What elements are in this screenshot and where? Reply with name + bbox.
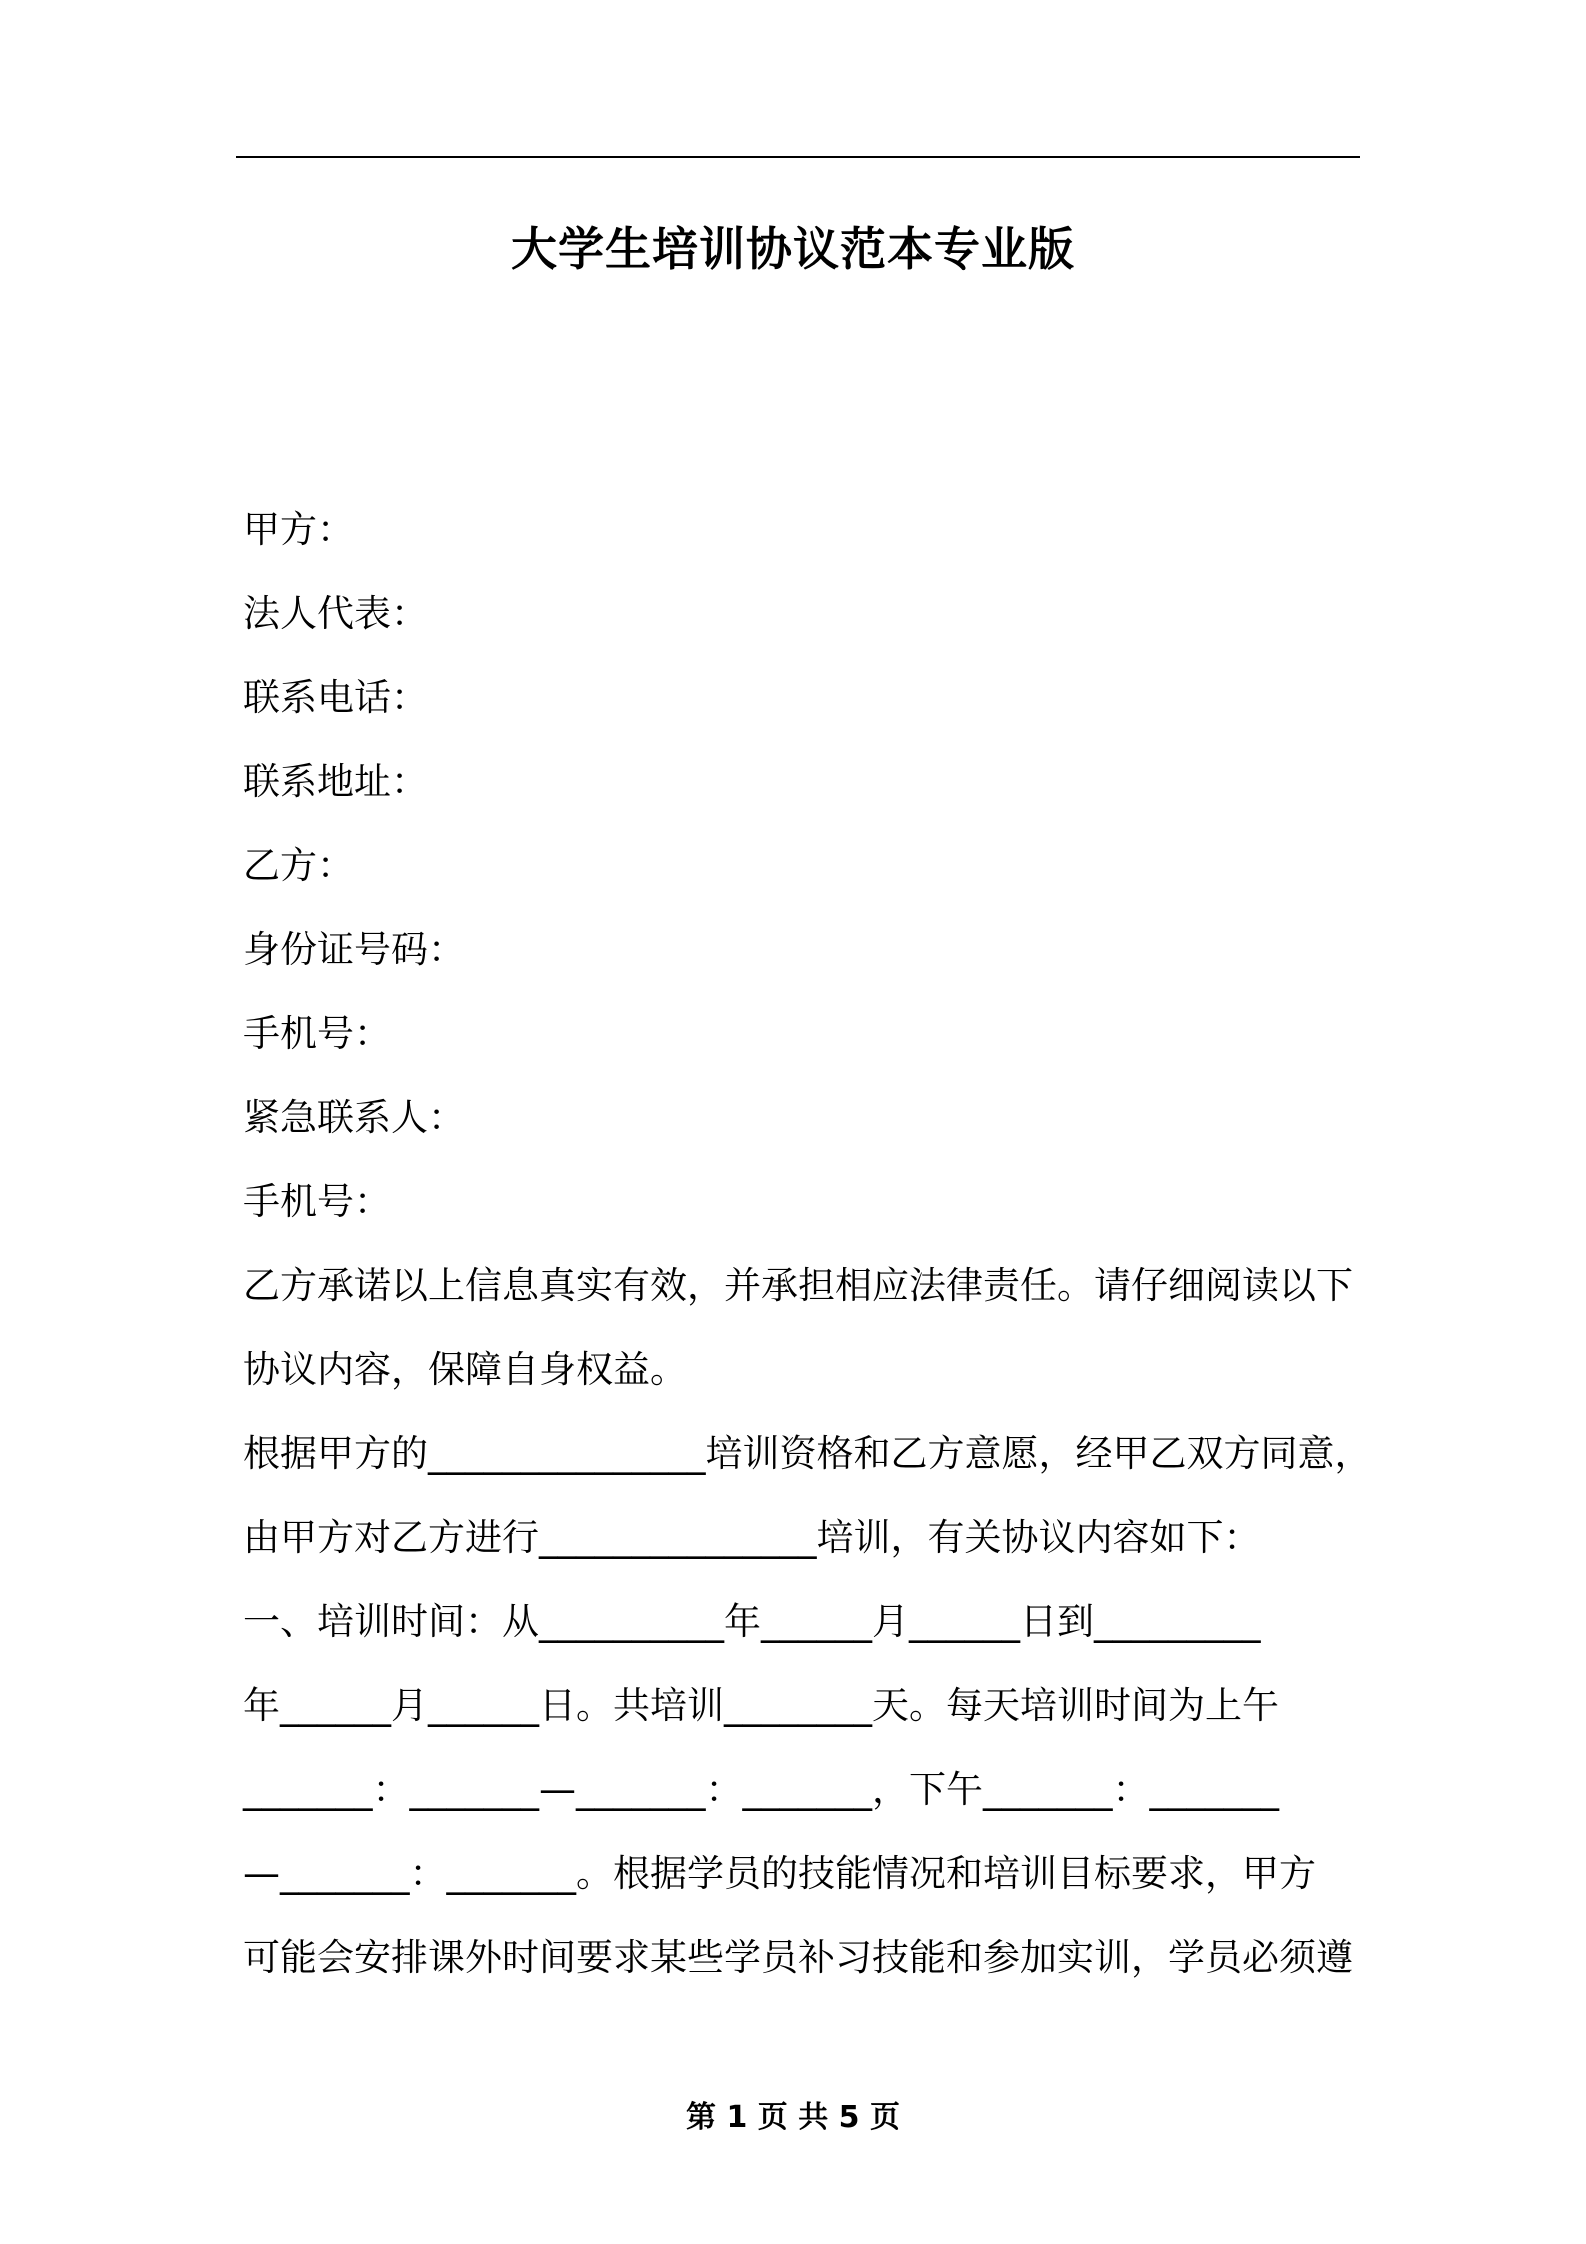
paragraph-line: 年______月______日。共培训________天。每天培训时间为上午 — [243, 1684, 1279, 1727]
paragraph-line: —_______：_______。根据学员的技能情况和培训目标要求，甲方 — [243, 1852, 1316, 1895]
legal-representative-label: 法人代表： — [243, 592, 428, 635]
party-b-label: 乙方： — [243, 844, 354, 887]
paragraph-line: _______：_______—_______：_______，下午_______：_______ — [243, 1768, 1279, 1811]
paragraph-line: 乙方承诺以上信息真实有效，并承担相应法律责任。请仔细阅读以下 — [243, 1264, 1353, 1307]
header-rule — [236, 156, 1360, 158]
paragraph-line: 由甲方对乙方进行_______________培训，有关协议内容如下： — [243, 1516, 1261, 1559]
page-number-footer: 第 1 页 共 5 页 — [686, 2100, 900, 2135]
paragraph-line: 协议内容，保障自身权益。 — [243, 1348, 687, 1391]
mobile-label: 手机号： — [243, 1012, 391, 1055]
emergency-mobile-label: 手机号： — [243, 1180, 391, 1223]
contact-phone-label: 联系电话： — [243, 676, 428, 719]
party-a-label: 甲方： — [243, 508, 354, 551]
paragraph-line: 一、培训时间：从__________年______月______日到_________ — [243, 1600, 1261, 1643]
id-number-label: 身份证号码： — [243, 928, 465, 971]
document-title: 大学生培训协议范本专业版 — [511, 222, 1075, 276]
document-body — [243, 488, 1373, 2000]
paragraph-line: 可能会安排课外时间要求某些学员补习技能和参加实训，学员必须遵 — [243, 1936, 1353, 1979]
emergency-contact-label: 紧急联系人： — [243, 1096, 465, 1139]
contact-address-label: 联系地址： — [243, 760, 428, 803]
paragraph-line: 根据甲方的_______________培训资格和乙方意愿，经甲乙双方同意， — [243, 1432, 1372, 1475]
